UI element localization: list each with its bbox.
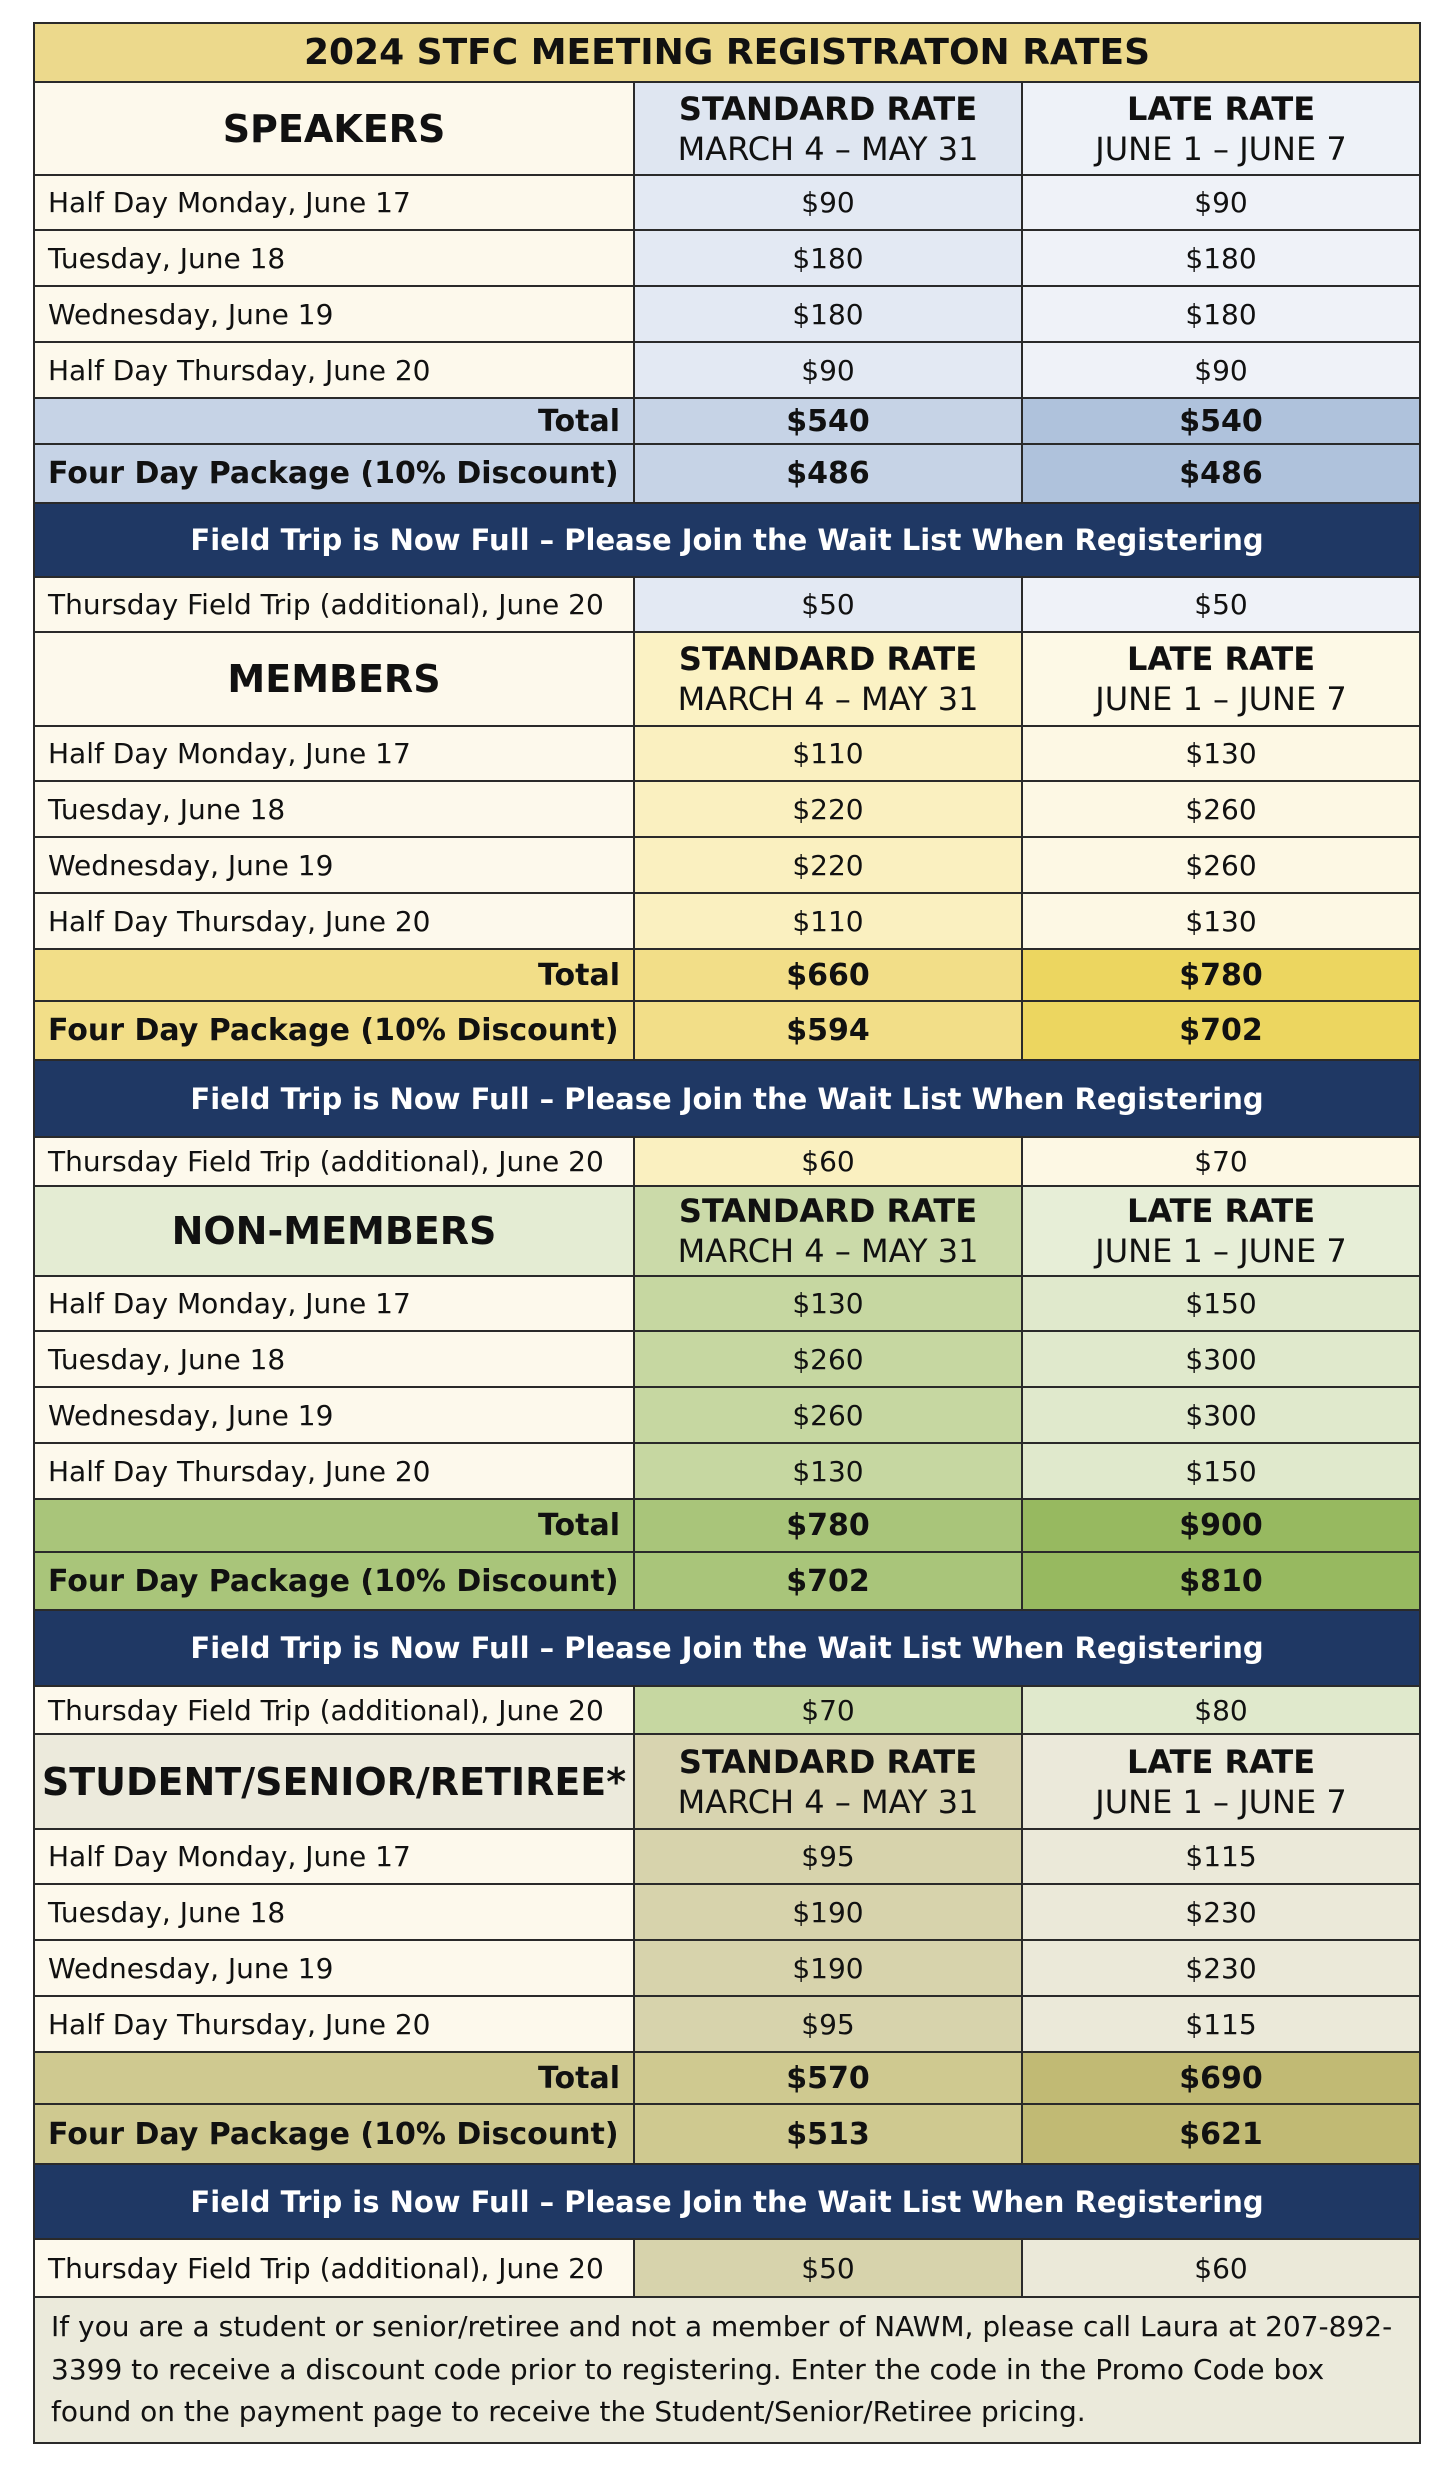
- notice-row: [34, 1060, 1420, 1137]
- total-label: Total: [34, 1499, 634, 1552]
- standard-price: $220: [634, 781, 1022, 837]
- rate-title: STANDARD RATE: [678, 1192, 978, 1230]
- field-trip-late-price: $70: [1022, 1137, 1420, 1186]
- day-label: Tuesday, June 18: [34, 781, 634, 837]
- package-label: Four Day Package (10% Discount): [34, 2104, 634, 2164]
- standard-package-price: $594: [634, 1001, 1022, 1060]
- rate-title: STANDARD RATE: [678, 89, 978, 128]
- late-price: $150: [1022, 1443, 1420, 1499]
- standard-price: $260: [634, 1331, 1022, 1387]
- day-label: Tuesday, June 18: [34, 230, 634, 286]
- notice-row: [34, 2164, 1420, 2239]
- package-row: [34, 1001, 1420, 1060]
- standard-price: $190: [634, 1940, 1022, 1996]
- rate-row: [34, 726, 1420, 781]
- late-price: $115: [1022, 1996, 1420, 2052]
- standard-rate-header: [634, 1734, 1022, 1829]
- standard-price: $110: [634, 893, 1022, 949]
- late-price: $260: [1022, 837, 1420, 893]
- notice-row: [34, 1610, 1420, 1686]
- standard-package-price: $486: [634, 444, 1022, 503]
- late-package-price: $810: [1022, 1552, 1420, 1610]
- rate-dates: JUNE 1 – JUNE 7: [1095, 680, 1347, 718]
- standard-price: $130: [634, 1276, 1022, 1331]
- day-label: Half Day Thursday, June 20: [34, 1996, 634, 2052]
- rate-title: LATE RATE: [1126, 1742, 1316, 1781]
- standard-price: $130: [634, 1443, 1022, 1499]
- late-package-price: $486: [1022, 444, 1420, 503]
- rate-row: [34, 286, 1420, 342]
- rate-row: [34, 1940, 1420, 1996]
- notice-row: [34, 503, 1420, 577]
- field-trip-standard-price: $50: [634, 2239, 1022, 2297]
- standard-rate-header: [634, 82, 1022, 175]
- section-title: STUDENT/SENIOR/RETIREE*: [34, 1734, 634, 1829]
- standard-price: $260: [634, 1387, 1022, 1443]
- standard-total: $780: [634, 1499, 1022, 1552]
- rate-title: LATE RATE: [1126, 89, 1316, 128]
- rate-title: STANDARD RATE: [678, 640, 978, 678]
- day-label: Half Day Monday, June 17: [34, 175, 634, 230]
- late-package-price: $702: [1022, 1001, 1420, 1060]
- total-row: [34, 398, 1420, 444]
- rate-row: [34, 837, 1420, 893]
- field-trip-label: Thursday Field Trip (additional), June 20: [34, 1137, 634, 1186]
- field-trip-label: Thursday Field Trip (additional), June 20: [34, 577, 634, 632]
- rate-dates: MARCH 4 – MAY 31: [677, 1232, 979, 1270]
- late-total: $780: [1022, 949, 1420, 1001]
- late-price: $180: [1022, 230, 1420, 286]
- late-price: $300: [1022, 1331, 1420, 1387]
- footer-row: [34, 2297, 1420, 2443]
- standard-price: $95: [634, 1996, 1022, 2052]
- late-price: $150: [1022, 1276, 1420, 1331]
- field-trip-full-notice: Field Trip is Now Full – Please Join the Wait List When Registering: [34, 1060, 1420, 1137]
- standard-price: $110: [634, 726, 1022, 781]
- day-label: Wednesday, June 19: [34, 1387, 634, 1443]
- day-label: Half Day Thursday, June 20: [34, 1443, 634, 1499]
- rate-dates: MARCH 4 – MAY 31: [677, 680, 979, 718]
- rate-dates: MARCH 4 – MAY 31: [677, 1782, 979, 1821]
- late-price: $300: [1022, 1387, 1420, 1443]
- section-title: SPEAKERS: [34, 82, 634, 175]
- rate-row: [34, 1996, 1420, 2052]
- late-rate-header: [1022, 1186, 1420, 1276]
- late-total: $690: [1022, 2052, 1420, 2104]
- rate-dates: JUNE 1 – JUNE 7: [1095, 1782, 1347, 1821]
- rate-dates: JUNE 1 – JUNE 7: [1095, 1232, 1347, 1270]
- late-price: $230: [1022, 1940, 1420, 1996]
- late-package-price: $621: [1022, 2104, 1420, 2164]
- late-price: $180: [1022, 286, 1420, 342]
- standard-price: $220: [634, 837, 1022, 893]
- field-trip-row: [34, 2239, 1420, 2297]
- field-trip-label: Thursday Field Trip (additional), June 20: [34, 2239, 634, 2297]
- standard-price: $190: [634, 1884, 1022, 1940]
- standard-rate-header: [634, 1186, 1022, 1276]
- field-trip-standard-price: $70: [634, 1686, 1022, 1734]
- rate-row: [34, 1884, 1420, 1940]
- package-row: [34, 1552, 1420, 1610]
- standard-total: $570: [634, 2052, 1022, 2104]
- standard-total: $540: [634, 398, 1022, 444]
- rate-title: LATE RATE: [1126, 1192, 1316, 1230]
- section-header-row: [34, 1186, 1420, 1276]
- late-total: $900: [1022, 1499, 1420, 1552]
- section-title: NON-MEMBERS: [34, 1186, 634, 1276]
- day-label: Half Day Monday, June 17: [34, 1276, 634, 1331]
- day-label: Tuesday, June 18: [34, 1884, 634, 1940]
- standard-price: $180: [634, 230, 1022, 286]
- total-row: [34, 949, 1420, 1001]
- field-trip-full-notice: Field Trip is Now Full – Please Join the Wait List When Registering: [34, 1610, 1420, 1686]
- field-trip-late-price: $60: [1022, 2239, 1420, 2297]
- standard-total: $660: [634, 949, 1022, 1001]
- field-trip-late-price: $50: [1022, 577, 1420, 632]
- late-price: $90: [1022, 342, 1420, 398]
- total-label: Total: [34, 398, 634, 444]
- field-trip-row: [34, 1137, 1420, 1186]
- late-price: $260: [1022, 781, 1420, 837]
- late-price: $130: [1022, 893, 1420, 949]
- standard-package-price: $513: [634, 2104, 1022, 2164]
- late-rate-header: [1022, 1734, 1420, 1829]
- field-trip-row: [34, 577, 1420, 632]
- field-trip-full-notice: Field Trip is Now Full – Please Join the Wait List When Registering: [34, 2164, 1420, 2239]
- standard-rate-header: [634, 632, 1022, 726]
- field-trip-standard-price: $60: [634, 1137, 1022, 1186]
- footer-note: If you are a student or senior/retiree and not a member of NAWM, please call Laura at 207-892-3399 to receive a discount code prior to registering. Enter the code in the Promo Code box found on the payment page to receive the Student/Senior/Retiree pricing.: [34, 2297, 1420, 2443]
- late-rate-header: [1022, 632, 1420, 726]
- field-trip-standard-price: $50: [634, 577, 1022, 632]
- rate-row: [34, 1443, 1420, 1499]
- rate-row: [34, 1829, 1420, 1884]
- total-row: [34, 1499, 1420, 1552]
- total-row: [34, 2052, 1420, 2104]
- rate-title: STANDARD RATE: [678, 1742, 978, 1781]
- field-trip-late-price: $80: [1022, 1686, 1420, 1734]
- late-price: $115: [1022, 1829, 1420, 1884]
- package-label: Four Day Package (10% Discount): [34, 444, 634, 503]
- rate-row: [34, 781, 1420, 837]
- day-label: Wednesday, June 19: [34, 286, 634, 342]
- registration-rates-table: [33, 22, 1421, 2444]
- day-label: Half Day Monday, June 17: [34, 1829, 634, 1884]
- table-title: 2024 STFC MEETING REGISTRATON RATES: [34, 23, 1420, 82]
- field-trip-full-notice: Field Trip is Now Full – Please Join the Wait List When Registering: [34, 503, 1420, 577]
- rate-dates: MARCH 4 – MAY 31: [677, 129, 979, 168]
- total-label: Total: [34, 2052, 634, 2104]
- section-header-row: [34, 1734, 1420, 1829]
- field-trip-label: Thursday Field Trip (additional), June 20: [34, 1686, 634, 1734]
- standard-price: $90: [634, 175, 1022, 230]
- rate-dates: JUNE 1 – JUNE 7: [1095, 129, 1347, 168]
- late-price: $130: [1022, 726, 1420, 781]
- rate-row: [34, 1387, 1420, 1443]
- day-label: Half Day Monday, June 17: [34, 726, 634, 781]
- rate-row: [34, 342, 1420, 398]
- standard-price: $180: [634, 286, 1022, 342]
- day-label: Tuesday, June 18: [34, 1331, 634, 1387]
- standard-package-price: $702: [634, 1552, 1022, 1610]
- package-row: [34, 444, 1420, 503]
- rate-row: [34, 175, 1420, 230]
- late-total: $540: [1022, 398, 1420, 444]
- late-price: $90: [1022, 175, 1420, 230]
- package-row: [34, 2104, 1420, 2164]
- section-header-row: [34, 82, 1420, 175]
- day-label: Half Day Thursday, June 20: [34, 893, 634, 949]
- package-label: Four Day Package (10% Discount): [34, 1552, 634, 1610]
- package-label: Four Day Package (10% Discount): [34, 1001, 634, 1060]
- day-label: Wednesday, June 19: [34, 837, 634, 893]
- rate-row: [34, 230, 1420, 286]
- standard-price: $95: [634, 1829, 1022, 1884]
- rate-row: [34, 1276, 1420, 1331]
- field-trip-row: [34, 1686, 1420, 1734]
- section-title: MEMBERS: [34, 632, 634, 726]
- day-label: Half Day Thursday, June 20: [34, 342, 634, 398]
- rate-row: [34, 1331, 1420, 1387]
- total-label: Total: [34, 949, 634, 1001]
- day-label: Wednesday, June 19: [34, 1940, 634, 1996]
- section-header-row: [34, 632, 1420, 726]
- standard-price: $90: [634, 342, 1022, 398]
- rate-title: LATE RATE: [1126, 640, 1316, 678]
- late-rate-header: [1022, 82, 1420, 175]
- rate-row: [34, 893, 1420, 949]
- late-price: $230: [1022, 1884, 1420, 1940]
